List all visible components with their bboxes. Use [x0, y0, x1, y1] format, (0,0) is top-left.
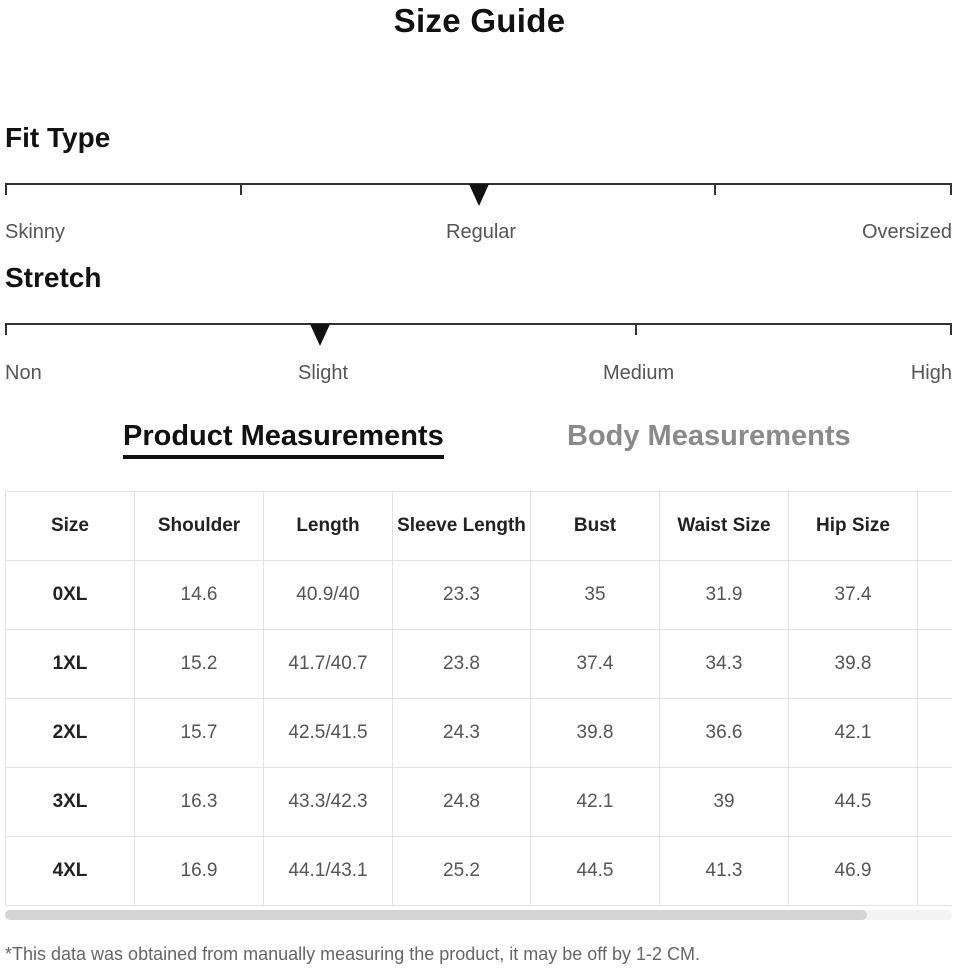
cell-hip-size: 44.5: [789, 768, 918, 837]
cell-sleeve-length: 25.2: [393, 837, 531, 906]
cell-size: 2XL: [6, 699, 135, 768]
header-length: Length: [264, 492, 393, 561]
fit-type-label-regular: Regular: [446, 221, 517, 243]
page-title: Size Guide: [393, 2, 566, 39]
stretch-label-high: High: [910, 362, 952, 384]
cell-size: 4XL: [6, 837, 135, 906]
header-size: Size: [6, 492, 135, 561]
fit-type-tick: [950, 183, 952, 195]
size-table-container[interactable]: [5, 491, 952, 909]
stretch-scale: [5, 323, 952, 337]
table-row: [6, 630, 953, 699]
cell-shoulder: 16.3: [135, 768, 264, 837]
cell-shoulder: 15.7: [135, 699, 264, 768]
header-bust: Bust: [531, 492, 660, 561]
fit-type-label-skinny: Skinny: [5, 221, 66, 243]
header-shoulder: Shoulder: [135, 492, 264, 561]
fit-type-tick: [240, 183, 242, 195]
table-header-row: [6, 492, 953, 561]
cell-sleeve-length: 23.3: [393, 561, 531, 630]
header-waist-size: Waist Size: [660, 492, 789, 561]
scrollbar-thumb[interactable]: [5, 910, 867, 920]
table-row: [6, 699, 953, 768]
fit-type-title: Fit Type: [5, 122, 111, 153]
measurement-tabs: [0, 418, 959, 464]
cell-waist-size: 36.6: [660, 699, 789, 768]
stretch-marker-icon: [310, 324, 330, 346]
cell-bust: 42.1: [531, 768, 660, 837]
cell-shoulder: 16.9: [135, 837, 264, 906]
cell-bust: 39.8: [531, 699, 660, 768]
size-table: [5, 491, 952, 906]
stretch-label-medium: Medium: [603, 362, 675, 384]
stretch-tick: [5, 323, 7, 335]
cell-length: 41.7/40.7: [264, 630, 393, 699]
cell-bust: 35: [531, 561, 660, 630]
cell-waist-size: 41.3: [660, 837, 789, 906]
stretch-label-slight: Slight: [298, 362, 349, 384]
cell-waist-size: 31.9: [660, 561, 789, 630]
stretch-scale-line: [5, 323, 952, 325]
cell-bust: 37.4: [531, 630, 660, 699]
tab-product-measurements[interactable]: Product Measurements: [123, 420, 444, 459]
fit-type-tick: [5, 183, 7, 195]
cell-hip-size: 37.4: [789, 561, 918, 630]
header-sleeve-length: Sleeve Length: [393, 492, 531, 561]
cell-length: 42.5/41.5: [264, 699, 393, 768]
fit-type-labels: [5, 221, 952, 245]
cell-size: 3XL: [6, 768, 135, 837]
stretch-tick: [950, 323, 952, 335]
stretch-labels: [5, 362, 952, 386]
table-horizontal-scrollbar[interactable]: [5, 910, 952, 920]
measurement-footnote: *This data was obtained from manually measuring the product, it may be off by 1-2 CM.: [5, 944, 701, 964]
table-row: [6, 768, 953, 837]
cell-bust: 44.5: [531, 837, 660, 906]
fit-type-scale: [5, 183, 952, 197]
cell-hip-size: 46.9: [789, 837, 918, 906]
cell-waist-size: 34.3: [660, 630, 789, 699]
cell-sleeve-length: 23.8: [393, 630, 531, 699]
tab-body-measurements[interactable]: Body Measurements: [567, 420, 851, 452]
fit-type-tick: [714, 183, 716, 195]
stretch-label-non: Non: [5, 362, 42, 384]
cell-shoulder: 14.6: [135, 561, 264, 630]
cell-length: 44.1/43.1: [264, 837, 393, 906]
cell-length: 43.3/42.3: [264, 768, 393, 837]
cell-extra: [918, 837, 953, 906]
cell-extra: [918, 768, 953, 837]
cell-extra: [918, 699, 953, 768]
cell-sleeve-length: 24.3: [393, 699, 531, 768]
cell-extra: [918, 630, 953, 699]
cell-size: 1XL: [6, 630, 135, 699]
header-hip-size: Hip Size: [789, 492, 918, 561]
cell-sleeve-length: 24.8: [393, 768, 531, 837]
stretch-tick: [635, 323, 637, 335]
table-row: [6, 561, 953, 630]
cell-size: 0XL: [6, 561, 135, 630]
cell-hip-size: 39.8: [789, 630, 918, 699]
cell-extra: [918, 561, 953, 630]
cell-waist-size: 39: [660, 768, 789, 837]
stretch-title: Stretch: [5, 262, 102, 293]
cell-shoulder: 15.2: [135, 630, 264, 699]
cell-length: 40.9/40: [264, 561, 393, 630]
header-extra: [918, 492, 953, 561]
fit-type-marker-icon: [469, 184, 489, 206]
table-row: [6, 837, 953, 906]
fit-type-label-oversized: Oversized: [861, 221, 952, 243]
cell-hip-size: 42.1: [789, 699, 918, 768]
